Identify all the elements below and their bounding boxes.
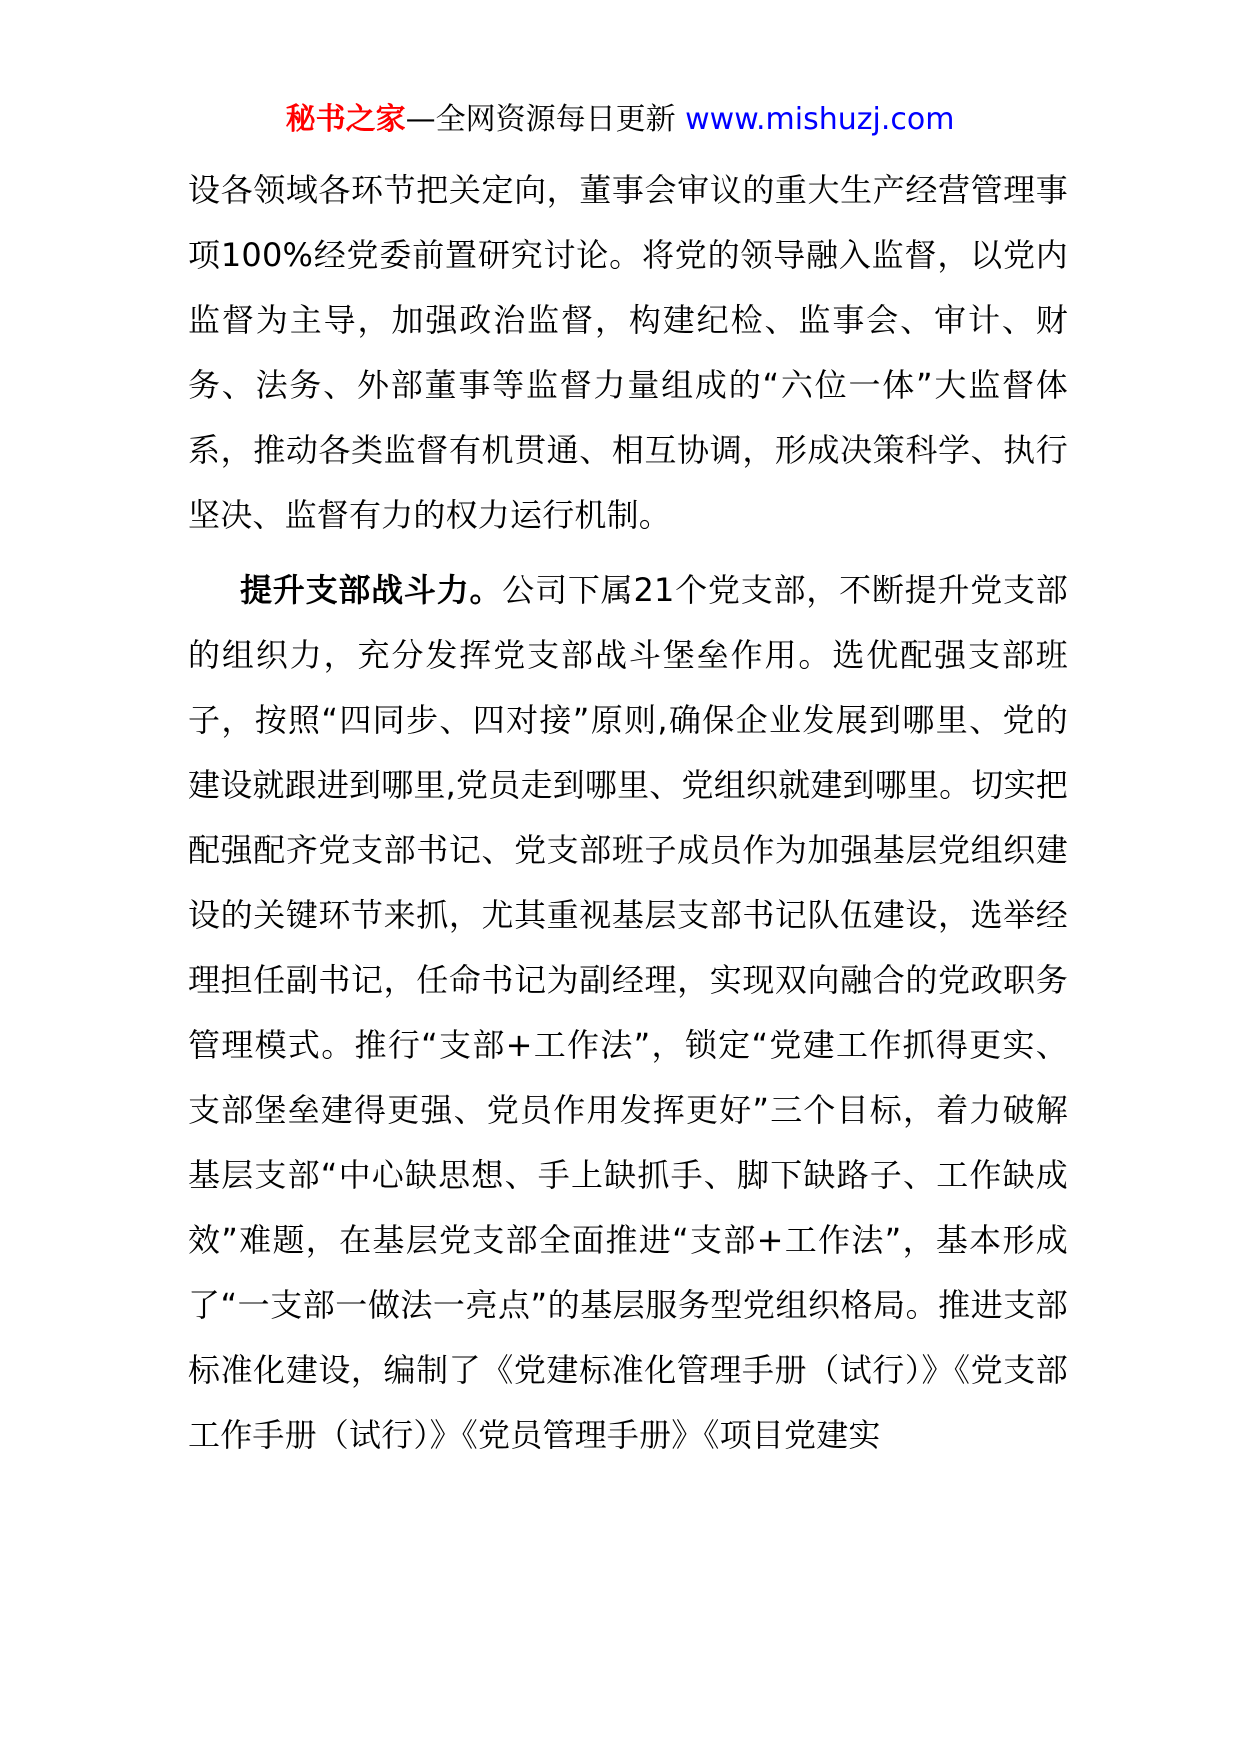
page-header: [0, 100, 1240, 140]
header-tagline: —全网资源每日更新: [405, 102, 686, 137]
paragraph-continued: [188, 158, 1068, 548]
paragraph-branch-combat: [188, 558, 1068, 1468]
paragraph-lead-heading: 提升支部战斗力。: [240, 571, 503, 609]
brand-name: 秘书之家: [285, 102, 406, 137]
document-body: [188, 158, 1068, 1468]
site-url-link[interactable]: www.mishuzj.com: [685, 102, 955, 137]
paragraph-text: 公司下属21个党支部，不断提升党支部的组织力，充分发挥党支部战斗堡垒作用。选优配强支部班子，按照“四同步、四对接”原则,确保企业发展到哪里、党的建设就跟进到哪里,党员走到哪里、党组织就建到哪里。切实把配强配齐党支部书记、党支部班子成员作为加强基层党组织建设的关键环节来抓，尤其重视基层支部书记队伍建设，选举经理担任副书记，任命书记为副经理，实现双向融合的党政职务管理模式。推行“支部+工作法”，锁定“党建工作抓得更实、支部堡垒建得更强、党员作用发挥更好”三个目标，着力破解基层支部“中心缺思想、手上缺抓手、脚下缺路子、工作缺成效”难题，在基层党支部全面推进“支部+工作法”，基本形成了“一支部一做法一亮点”的基层服务型党组织格局。推进支部标准化建设，编制了《党建标准化管理手册（试行）》《党支部工作手册（试行）》《党员管理手册》《项目党建实: [188, 571, 1068, 1454]
paragraph-text: 设各领域各环节把关定向，董事会审议的重大生产经营管理事项100%经党委前置研究讨论。将党的领导融入监督，以党内监督为主导，加强政治监督，构建纪检、监事会、审计、财务、法务、外部董事等监督力量组成的“六位一体”大监督体系，推动各类监督有机贯通、相互协调，形成决策科学、执行坚决、监督有力的权力运行机制。: [188, 171, 1068, 534]
